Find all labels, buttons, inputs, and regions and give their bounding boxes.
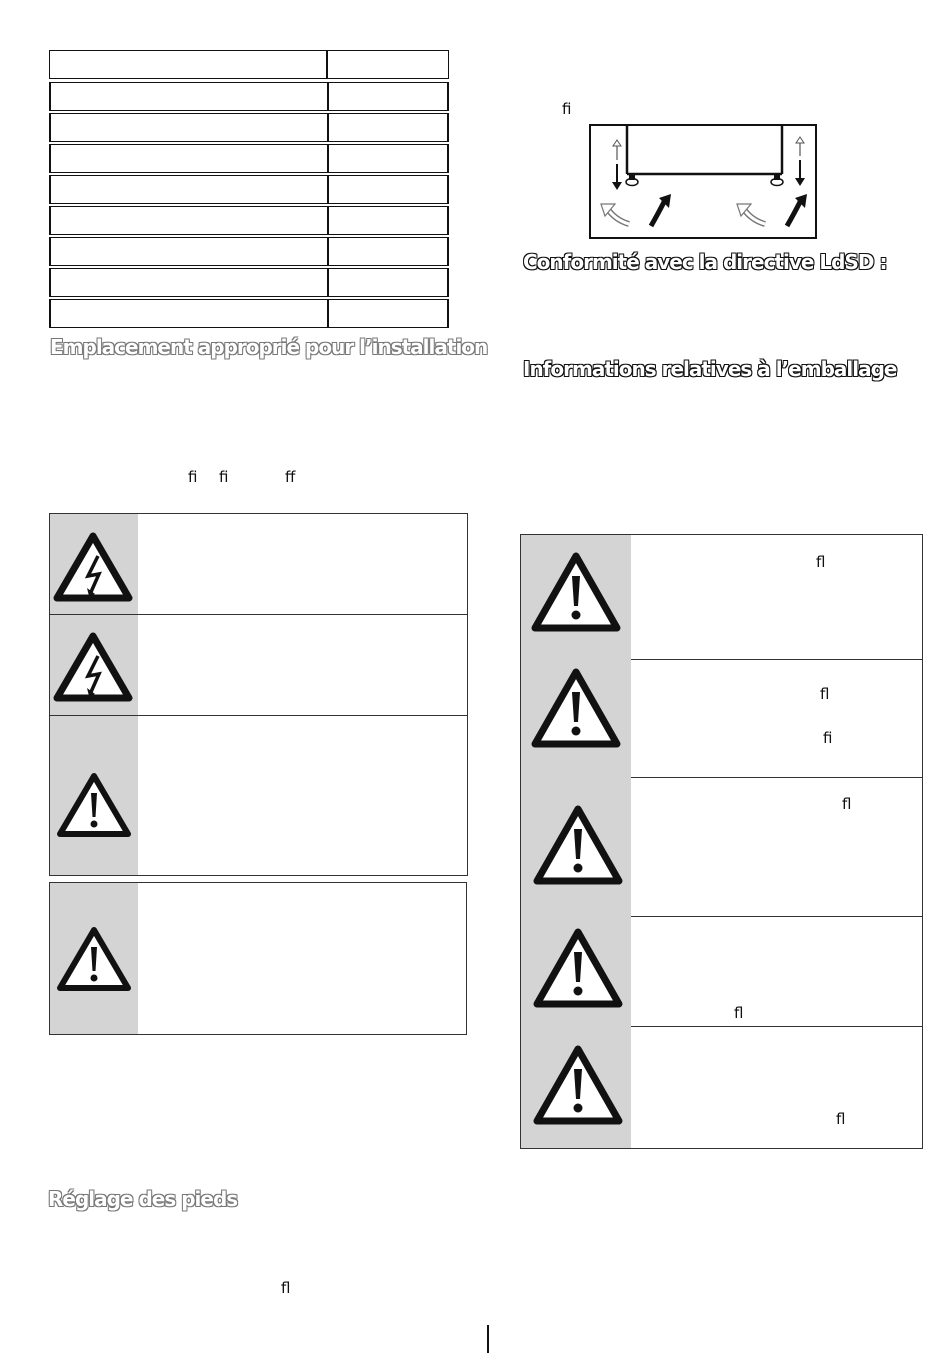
climate-class-table bbox=[49, 50, 451, 330]
electric-warning-icon bbox=[53, 630, 133, 704]
table-row bbox=[49, 113, 449, 142]
heading-installation-location: Emplacement approprié pour l’installation bbox=[50, 335, 488, 359]
page-divider bbox=[487, 1325, 489, 1353]
exclamation-warning-icon bbox=[56, 925, 132, 993]
ligature-fl: ﬂ bbox=[820, 685, 830, 703]
exclamation-warning-icon bbox=[532, 1043, 624, 1127]
ligature-fi: ﬁ bbox=[823, 729, 833, 747]
exclamation-warning-icon bbox=[530, 666, 622, 750]
ligature-fi: ﬁ bbox=[188, 468, 198, 486]
ligature-fl: ﬂ bbox=[842, 795, 852, 813]
table-row bbox=[49, 82, 449, 111]
heading-feet-adjustment: Réglage des pieds bbox=[48, 1187, 238, 1211]
ligature-fl: ﬂ bbox=[734, 1004, 744, 1022]
table-row bbox=[49, 175, 449, 204]
heading-lvd-compliance: Conformité avec la directive LdSD : bbox=[523, 250, 887, 274]
ligature-fi: ﬁ bbox=[562, 100, 572, 118]
table-row bbox=[49, 50, 449, 79]
exclamation-warning-icon bbox=[532, 803, 624, 887]
exclamation-warning-icon bbox=[530, 550, 622, 634]
ligature-fl: ﬂ bbox=[836, 1110, 846, 1128]
table-row bbox=[49, 206, 449, 235]
ligature-ff: ﬀ bbox=[285, 468, 296, 486]
table-row bbox=[49, 237, 449, 266]
ligature-fl: ﬂ bbox=[816, 553, 826, 571]
table-row bbox=[49, 268, 449, 297]
ligature-fi: ﬁ bbox=[219, 468, 229, 486]
feet-adjustment-diagram bbox=[589, 124, 817, 239]
table-row bbox=[49, 144, 449, 173]
exclamation-warning-icon bbox=[532, 926, 624, 1010]
electric-warning-icon bbox=[53, 530, 133, 604]
table-row bbox=[49, 299, 449, 328]
exclamation-warning-icon bbox=[56, 771, 132, 839]
heading-packaging-info: Informations relatives à l’emballage bbox=[523, 357, 897, 381]
ligature-fl: ﬂ bbox=[281, 1279, 291, 1297]
